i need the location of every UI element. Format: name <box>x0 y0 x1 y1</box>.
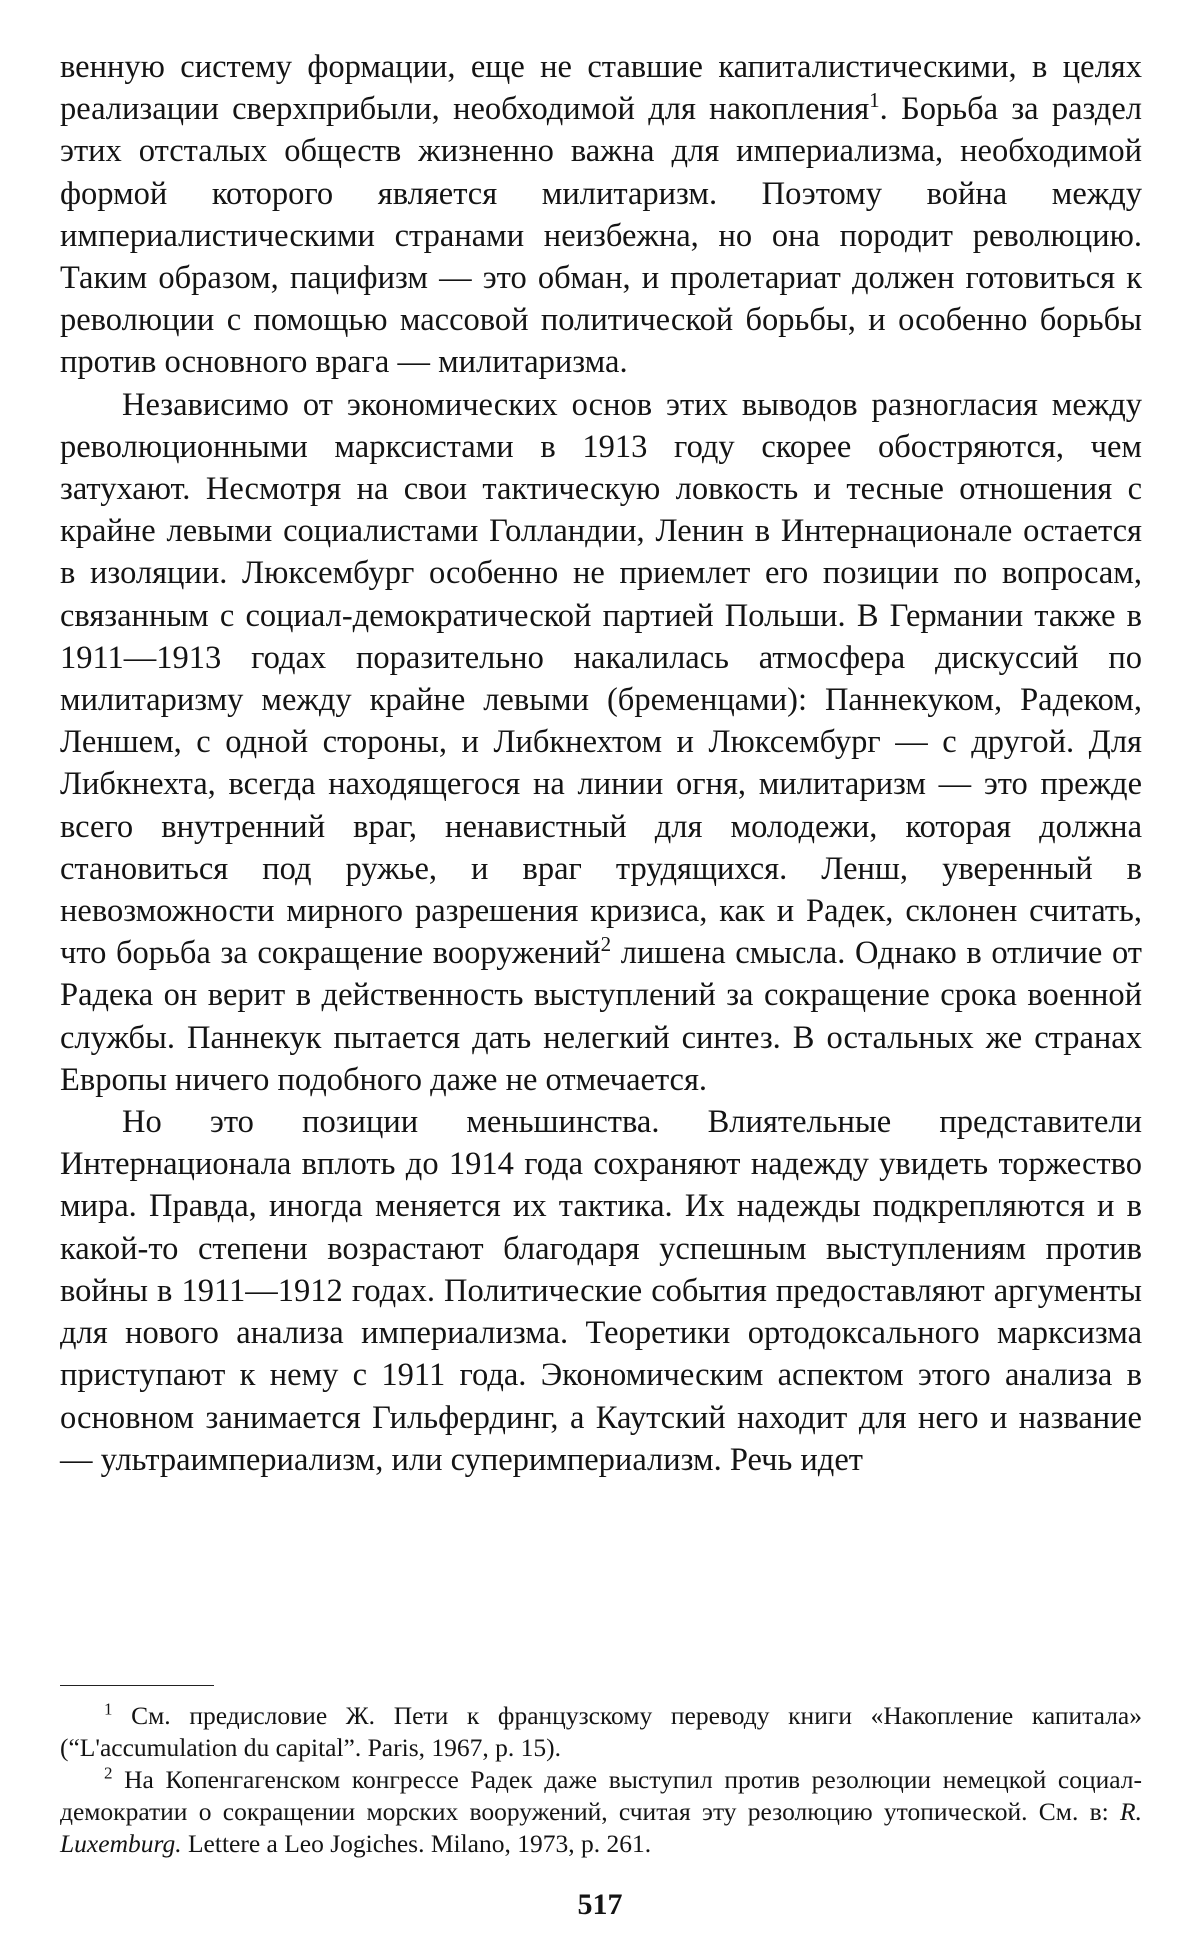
footnote-reference-1: 1 <box>869 88 880 113</box>
footnote-text: Lettere a Leo Jogiches. Milano, 1973, p. 261. <box>181 1829 652 1858</box>
paragraph-text: лишена смысла. Однако в отличие от Радека он верит в действенность выступлений за сокращение срока военной службы. Паннекук пытается дать нелегкий синтез. В остальных же странах Европы ничего подобного даже не отмечается. <box>60 935 1142 1098</box>
footnote-text: См. предисловие Ж. Пети к французскому переводу книги «Накопление капитала» (“L'accumulation du capital”. Paris, 1967, p. 15). <box>60 1701 1142 1762</box>
paragraph-text: венную систему формации, еще не ставшие капиталистическими, в целях реализации сверхприбыли, необходимой для накопления <box>60 49 1142 128</box>
footnote-text: На Копенгагенском конгрессе Радек даже выступил против резолюции немецкой социал-демократии о сокращении морских вооружений, считая эту резолюцию утопической. См. в: <box>60 1765 1142 1826</box>
page-number: 517 <box>577 1888 623 1921</box>
footnote-1 <box>60 1700 1142 1764</box>
footnotes <box>60 1700 1142 1860</box>
paragraph-2 <box>60 384 1142 1101</box>
footnote-divider <box>60 1685 214 1686</box>
paragraph-text: Но это позиции меньшинства. Влиятельные представители Интернационала вплоть до 1914 года сохраняют надежду увидеть торжество мира. Правда, иногда меняется их тактика. Их надежды подкрепляются и в какой-то степени возрастают благодаря успешным выступлениям против войны в 1911—1912 годах. Политические события предоставляют аргументы для нового анализа империализма. Теоретики ортодоксального марксизма приступают к нему с 1911 года. Экономическим аспектом этого анализа в основном занимается Гильфердинг, а Каутский находит для него и название — ультраимпериализм, или суперимпериализм. Речь идет <box>60 1104 1142 1478</box>
footnote-mark: 1 <box>104 1699 113 1719</box>
footnote-reference-2: 2 <box>600 932 612 957</box>
main-text <box>60 46 1142 1481</box>
footnote-2 <box>60 1764 1142 1860</box>
paragraph-1 <box>60 46 1142 384</box>
paragraph-3 <box>60 1101 1142 1481</box>
paragraph-text: . Борьба за раздел этих отсталых обществ жизненно важна для империализма, необходимой формой которого является милитаризм. Поэтому война между империалистическими странами неизбежна, но она породит революцию. Таким образом, пацифизм — это обман, и пролетариат должен готовиться к революции с помощью массовой политической борьбы, и особенно борьбы против основного врага — милитаризма. <box>60 91 1142 381</box>
footnote-author: R. Luxemburg. <box>60 1797 1142 1858</box>
paragraph-text: Независимо от экономических основ этих выводов разногласия между революционными марксистами в 1913 году скорее обостряются, чем затухают. Несмотря на свои тактическую ловкость и тесные отношения с крайне левыми социалистами Голландии, Ленин в Интернационале остается в изоляции. Люксембург особенно не приемлет его позиции по вопросам, связанным с социал-демократической партией Польши. В Германии также в 1911—1913 годах поразительно накалилась атмосфера дискуссий по милитаризму между крайне левыми (бременцами): Паннекуком, Радеком, Леншем, с одной стороны, и Либкнехтом и Люксембург — с другой. Для Либкнехта, всегда находящегося на линии огня, милитаризм — это прежде всего внутренний враг, ненавистный для молодежи, которая должна становиться под ружье, и враг трудящихся. Ленш, уверенный в невозможности мирного разрешения кризиса, как и Радек, склонен считать, что борьба за сокращение вооружений <box>60 386 1142 972</box>
footnote-mark: 2 <box>104 1763 113 1783</box>
